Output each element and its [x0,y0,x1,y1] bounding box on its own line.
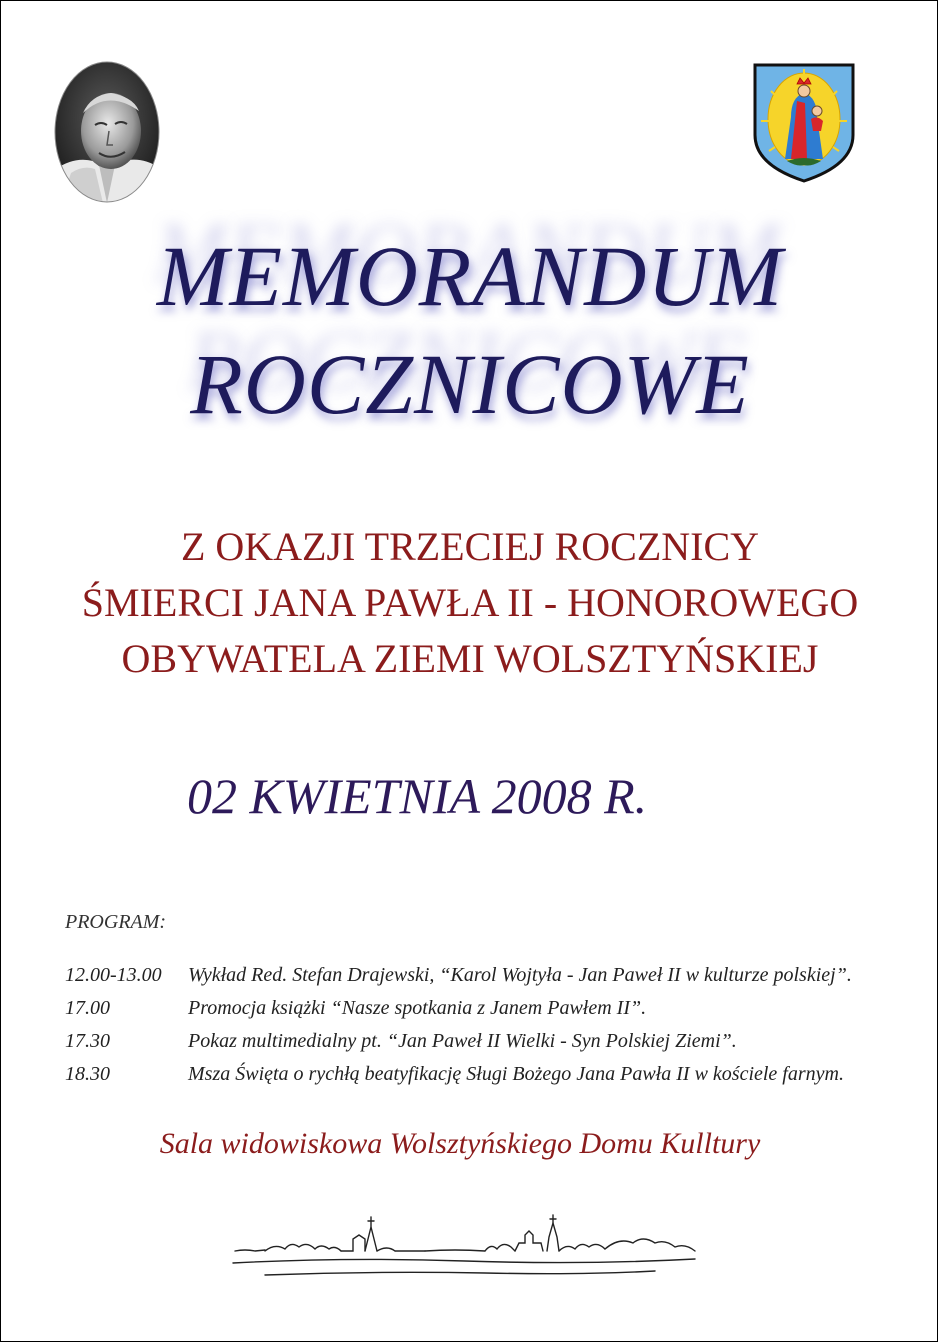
program-time: 17.00 [65,997,110,1019]
occasion-text [1,519,938,687]
program-description: Wykład Red. Stefan Drajewski, “Karol Wojtyła - Jan Paweł II w kulturze polskiej”. [188,964,852,986]
program-description: Pokaz multimedialny pt. “Jan Paweł II Wielki - Syn Polskiej Ziemi”. [188,1030,737,1052]
venue-text: Sala widowiskowa Wolsztyńskiego Domu Kulltury [159,1127,761,1160]
program-label: PROGRAM: [65,911,167,933]
occasion-line-3: OBYWATELA ZIEMI WOLSZTYŃSKIEJ [121,636,819,681]
occasion-line-2: ŚMIERCI JANA PAWŁA II - HONOROWEGO [81,580,859,625]
program-time: 12.00-13.00 [65,964,162,986]
program-time: 17.30 [65,1030,110,1052]
program-item [65,1030,935,1063]
program-list [65,964,935,1096]
program-item [65,997,935,1030]
program-item [65,1063,935,1096]
title-line-1: MEMORANDUM [156,228,784,324]
program-item [65,964,935,997]
occasion-line-1: Z OKAZJI TRZECIEJ ROCZNICY [180,524,760,569]
program-description: Promocja książki “Nasze spotkania z Janem Pawłem II”. [188,997,647,1019]
portrait-photo [53,61,161,203]
skyline-drawing [225,1213,701,1283]
program-time: 18.30 [65,1063,110,1085]
title-line-2: ROCZNICOWE [190,336,750,432]
coat-of-arms-icon [751,61,857,185]
program-description: Msza Święta o rychłą beatyfikację Sługi Bożego Jana Pawła II w kościele farnym. [188,1063,844,1085]
event-date: 02 KWIETNIA 2008 R. [187,768,648,824]
